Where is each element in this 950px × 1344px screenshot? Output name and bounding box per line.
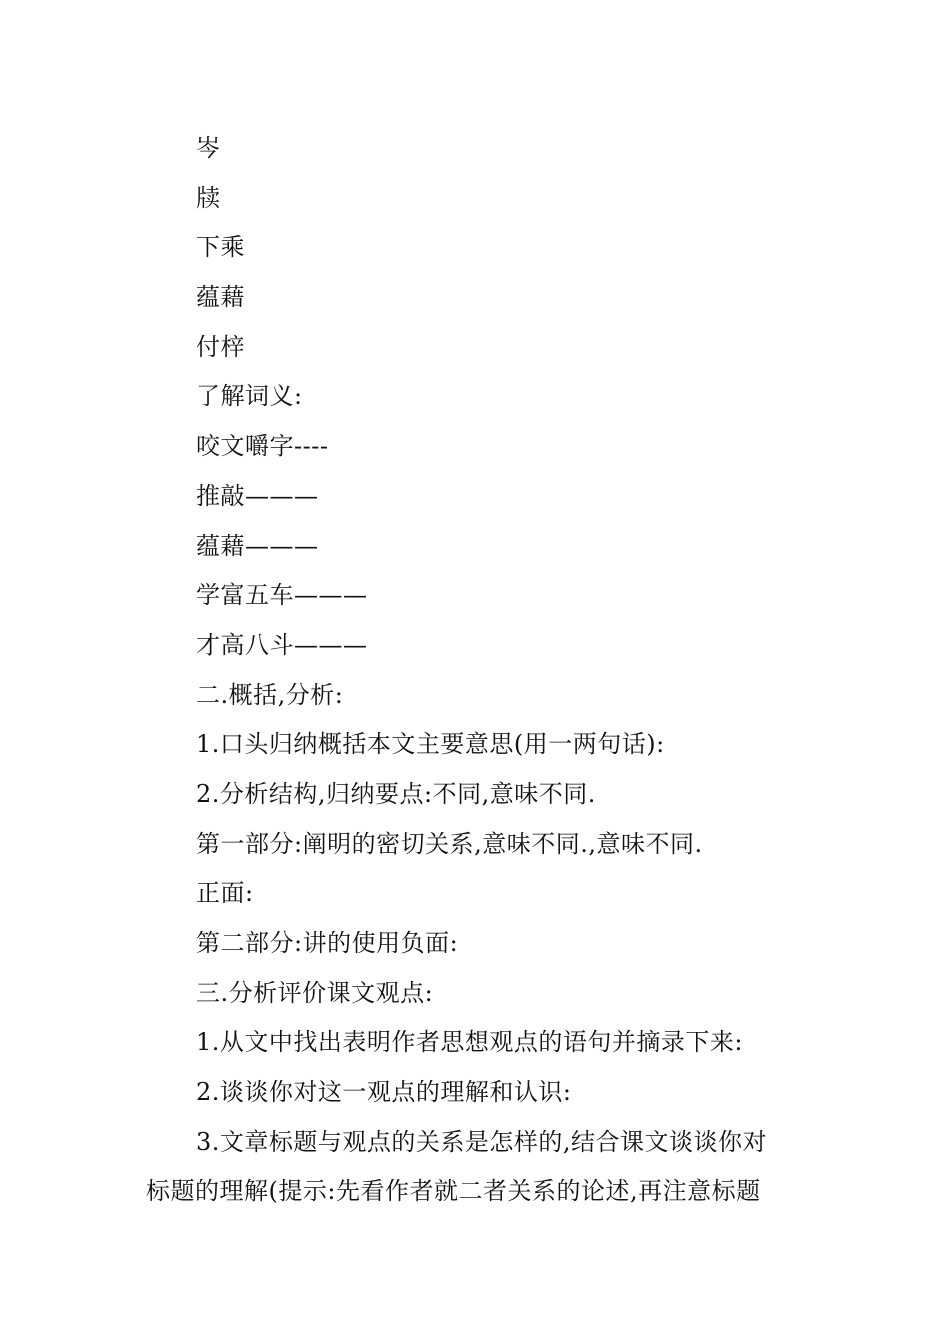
text-line: 下乘: [196, 233, 245, 262]
text-line: 第一部分:阐明的密切关系,意味不同.,意味不同.: [196, 829, 703, 858]
text-line: 蕴藉: [196, 283, 245, 312]
text-line: 3.文章标题与观点的关系是怎样的,结合课文谈谈你对: [196, 1127, 768, 1156]
text-line: 学富五车———: [196, 581, 368, 610]
text-line: 推敲———: [196, 481, 319, 510]
section-heading: 二.概括,分析:: [196, 680, 344, 709]
text-line: 标题的理解(提示:先看作者就二者关系的论述,再注意标题: [146, 1177, 761, 1206]
section-heading: 了解词义:: [196, 382, 303, 411]
text-line: 牍: [196, 183, 221, 212]
text-line: 蕴藉———: [196, 531, 319, 560]
text-line: 岑: [196, 134, 221, 162]
text-line: 咬文嚼字----: [196, 432, 329, 461]
text-line: 第二部分:讲的使用负面:: [196, 929, 459, 957]
text-line: 2.谈谈你对这一观点的理解和认识:: [196, 1078, 572, 1107]
text-line: 1.口头归纳概括本文主要意思(用一两句话):: [196, 730, 665, 759]
text-line: 1.从文中找出表明作者思想观点的语句并摘录下来:: [196, 1028, 743, 1057]
text-line: 才高八斗———: [196, 630, 368, 659]
text-line: 2.分析结构,归纳要点:不同,意味不同.: [196, 779, 596, 808]
text-line: 正面:: [196, 879, 254, 908]
section-heading: 三.分析评价课文观点:: [196, 978, 434, 1007]
text-line: 付梓: [196, 332, 245, 361]
document-body: [146, 124, 810, 1217]
